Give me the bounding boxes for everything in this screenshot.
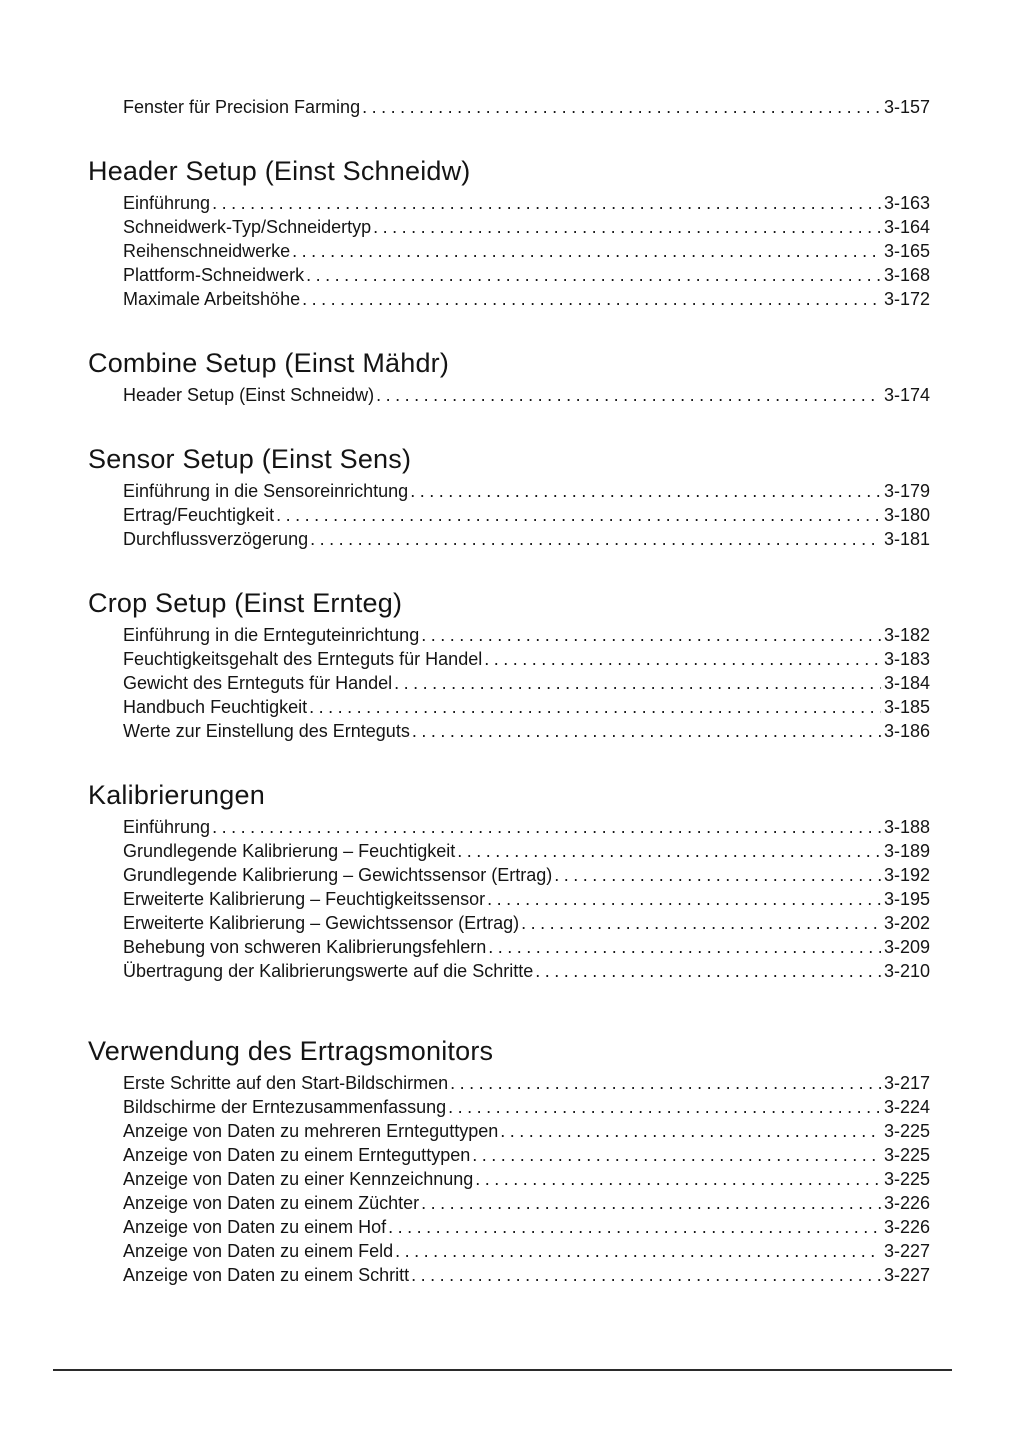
toc-entry xyxy=(123,1167,930,1191)
toc-entry-page-number: 3-188 xyxy=(883,817,930,837)
dot-leader xyxy=(212,191,881,215)
toc-entry xyxy=(123,95,930,119)
toc-entry-title: Fenster für Precision Farming xyxy=(123,97,361,117)
toc-entry-title: Gewicht des Ernteguts für Handel xyxy=(123,673,393,693)
toc-entry-title: Durchflussverzögerung xyxy=(123,529,309,549)
dot-leader xyxy=(306,263,881,287)
toc-entry xyxy=(123,1239,930,1263)
toc-entry-title: Plattform-Schneidwerk xyxy=(123,265,305,285)
toc-entry-title: Grundlegende Kalibrierung – Feuchtigkeit xyxy=(123,841,456,861)
section-entries xyxy=(0,479,1024,551)
toc-entry-page-number: 3-168 xyxy=(883,265,930,285)
section-heading: Verwendung des Ertragsmonitors xyxy=(88,1036,494,1066)
toc-entry-title: Behebung von schweren Kalibrierungsfehlern xyxy=(123,937,487,957)
toc-entry-page-number: 3-225 xyxy=(883,1169,930,1189)
toc-entry-page-number: 3-174 xyxy=(883,385,930,405)
toc-entry-page-number: 3-182 xyxy=(883,625,930,645)
dot-leader xyxy=(412,719,881,743)
dot-leader xyxy=(395,1239,881,1263)
footer-divider xyxy=(53,1369,952,1371)
toc-entry-title: Einführung in die Sensoreinrichtung xyxy=(123,481,409,501)
toc-entry xyxy=(123,911,930,935)
dot-leader xyxy=(472,1143,881,1167)
toc-section xyxy=(0,587,1024,743)
toc-entry-title: Feuchtigkeitsgehalt des Ernteguts für Handel xyxy=(123,649,483,669)
toc-entry xyxy=(123,815,930,839)
toc-entry xyxy=(123,215,930,239)
toc-entry xyxy=(123,1263,930,1287)
toc-entry xyxy=(123,623,930,647)
toc-orphan-entries xyxy=(0,95,1024,119)
toc-entry-title: Einführung xyxy=(123,817,211,837)
dot-leader xyxy=(535,959,881,983)
toc-entry-title: Werte zur Einstellung des Ernteguts xyxy=(123,721,410,741)
toc-entry-title: Einführung xyxy=(123,193,211,213)
toc-entry-page-number: 3-217 xyxy=(883,1073,930,1093)
toc-entry xyxy=(123,839,930,863)
dot-leader xyxy=(373,215,881,239)
toc-entry-page-number: 3-195 xyxy=(883,889,930,909)
toc-entry xyxy=(123,383,930,407)
section-heading: Combine Setup (Einst Mähdr) xyxy=(88,348,450,378)
toc-entry xyxy=(123,527,930,551)
toc-entry-page-number: 3-226 xyxy=(883,1193,930,1213)
toc-entry-title: Erweiterte Kalibrierung – Gewichtssensor (Ertrag) xyxy=(123,913,520,933)
toc-entry-page-number: 3-185 xyxy=(883,697,930,717)
toc-entry-page-number: 3-189 xyxy=(883,841,930,861)
toc-entry-page-number: 3-225 xyxy=(883,1145,930,1165)
dot-leader xyxy=(394,671,881,695)
toc-entry xyxy=(123,287,930,311)
dot-leader xyxy=(450,1071,881,1095)
toc-entry-title: Anzeige von Daten zu einem Züchter xyxy=(123,1193,420,1213)
toc-section xyxy=(0,1035,1024,1287)
toc-entry xyxy=(123,1071,930,1095)
toc-entry-title: Bildschirme der Erntezusammenfassung xyxy=(123,1097,447,1117)
section-heading: Header Setup (Einst Schneidw) xyxy=(88,156,471,186)
toc-entry xyxy=(123,1095,930,1119)
dot-leader xyxy=(411,1263,881,1287)
toc-entry-title: Schneidwerk-Typ/Schneidertyp xyxy=(123,217,372,237)
dot-leader xyxy=(457,839,881,863)
dot-leader xyxy=(421,623,881,647)
section-heading: Kalibrierungen xyxy=(88,780,265,810)
section-entries xyxy=(0,623,1024,743)
toc-entry xyxy=(123,887,930,911)
toc-entry-title: Grundlegende Kalibrierung – Gewichtssensor (Ertrag) xyxy=(123,865,553,885)
toc-entry-title: Handbuch Feuchtigkeit xyxy=(123,697,308,717)
toc-section xyxy=(0,443,1024,551)
toc-entry-title: Header Setup (Einst Schneidw) xyxy=(123,385,375,405)
toc-entry xyxy=(123,671,930,695)
toc-entry xyxy=(123,959,930,983)
toc-entry-page-number: 3-209 xyxy=(883,937,930,957)
toc-entry-page-number: 3-202 xyxy=(883,913,930,933)
toc-entry-page-number: 3-163 xyxy=(883,193,930,213)
toc-entry-page-number: 3-224 xyxy=(883,1097,930,1117)
toc-section xyxy=(0,779,1024,983)
dot-leader xyxy=(292,239,881,263)
toc-sections xyxy=(0,155,1024,1287)
toc-entry-page-number: 3-225 xyxy=(883,1121,930,1141)
dot-leader xyxy=(388,1215,881,1239)
toc-entry-title: Erste Schritte auf den Start-Bildschirmen xyxy=(123,1073,449,1093)
toc-entry xyxy=(123,647,930,671)
toc-entry xyxy=(123,1119,930,1143)
dot-leader xyxy=(421,1191,881,1215)
toc-entry xyxy=(123,863,930,887)
section-entries xyxy=(0,191,1024,311)
toc-entry xyxy=(123,1215,930,1239)
dot-leader xyxy=(212,815,881,839)
toc-entry-title: Reihenschneidwerke xyxy=(123,241,291,261)
toc-entry-title: Anzeige von Daten zu einem Schritt xyxy=(123,1265,410,1285)
dot-leader xyxy=(376,383,881,407)
toc-entry xyxy=(123,239,930,263)
dot-leader xyxy=(487,887,881,911)
toc-entry-page-number: 3-179 xyxy=(883,481,930,501)
toc-entry-page-number: 3-184 xyxy=(883,673,930,693)
dot-leader xyxy=(500,1119,881,1143)
toc-entry-page-number: 3-172 xyxy=(883,289,930,309)
toc-entry-title: Anzeige von Daten zu einer Kennzeichnung xyxy=(123,1169,474,1189)
toc-entry-page-number: 3-164 xyxy=(883,217,930,237)
toc-entry xyxy=(123,1143,930,1167)
toc-entry-page-number: 3-181 xyxy=(883,529,930,549)
dot-leader xyxy=(276,503,881,527)
toc-entry-page-number: 3-165 xyxy=(883,241,930,261)
toc-entry-title: Anzeige von Daten zu einem Feld xyxy=(123,1241,394,1261)
toc-entry-title: Ertrag/Feuchtigkeit xyxy=(123,505,275,525)
dot-leader xyxy=(484,647,881,671)
toc-entry xyxy=(123,935,930,959)
toc-entry-title: Einführung in die Ernteguteinrichtung xyxy=(123,625,420,645)
dot-leader xyxy=(309,695,881,719)
toc-entry-page-number: 3-186 xyxy=(883,721,930,741)
toc-entry-title: Anzeige von Daten zu einem Hof xyxy=(123,1217,387,1237)
toc-entry-page-number: 3-180 xyxy=(883,505,930,525)
toc-entry xyxy=(123,191,930,215)
section-heading: Crop Setup (Einst Ernteg) xyxy=(88,588,403,618)
dot-leader xyxy=(310,527,881,551)
section-entries xyxy=(0,815,1024,983)
toc-entry-title: Erweiterte Kalibrierung – Feuchtigkeitssensor xyxy=(123,889,486,909)
toc-entry xyxy=(123,503,930,527)
dot-leader xyxy=(488,935,881,959)
toc-entry-page-number: 3-227 xyxy=(883,1265,930,1285)
toc-entry-page-number: 3-226 xyxy=(883,1217,930,1237)
toc-entry xyxy=(123,695,930,719)
toc-entry-title: Anzeige von Daten zu einem Ernteguttypen xyxy=(123,1145,471,1165)
dot-leader xyxy=(521,911,881,935)
toc-entry xyxy=(123,1191,930,1215)
toc-entry-title: Anzeige von Daten zu mehreren Ernteguttypen xyxy=(123,1121,499,1141)
toc-entry xyxy=(123,719,930,743)
toc-entry-title: Maximale Arbeitshöhe xyxy=(123,289,301,309)
dot-leader xyxy=(362,95,881,119)
dot-leader xyxy=(448,1095,881,1119)
dot-leader xyxy=(302,287,881,311)
toc-entry-page-number: 3-192 xyxy=(883,865,930,885)
dot-leader xyxy=(410,479,881,503)
toc-entry-title: Übertragung der Kalibrierungswerte auf die Schritte xyxy=(123,961,534,981)
toc-entry-page-number: 3-227 xyxy=(883,1241,930,1261)
toc-section xyxy=(0,155,1024,311)
section-heading: Sensor Setup (Einst Sens) xyxy=(88,444,412,474)
dot-leader xyxy=(554,863,881,887)
dot-leader xyxy=(475,1167,881,1191)
toc-content xyxy=(0,95,1024,1287)
toc-entry-page-number: 3-210 xyxy=(883,961,930,981)
toc-entry xyxy=(123,263,930,287)
section-entries xyxy=(0,1071,1024,1287)
toc-section xyxy=(0,347,1024,407)
toc-entry-page-number: 3-183 xyxy=(883,649,930,669)
section-entries xyxy=(0,383,1024,407)
toc-entry-page-number: 3-157 xyxy=(883,97,930,117)
toc-entry xyxy=(123,479,930,503)
